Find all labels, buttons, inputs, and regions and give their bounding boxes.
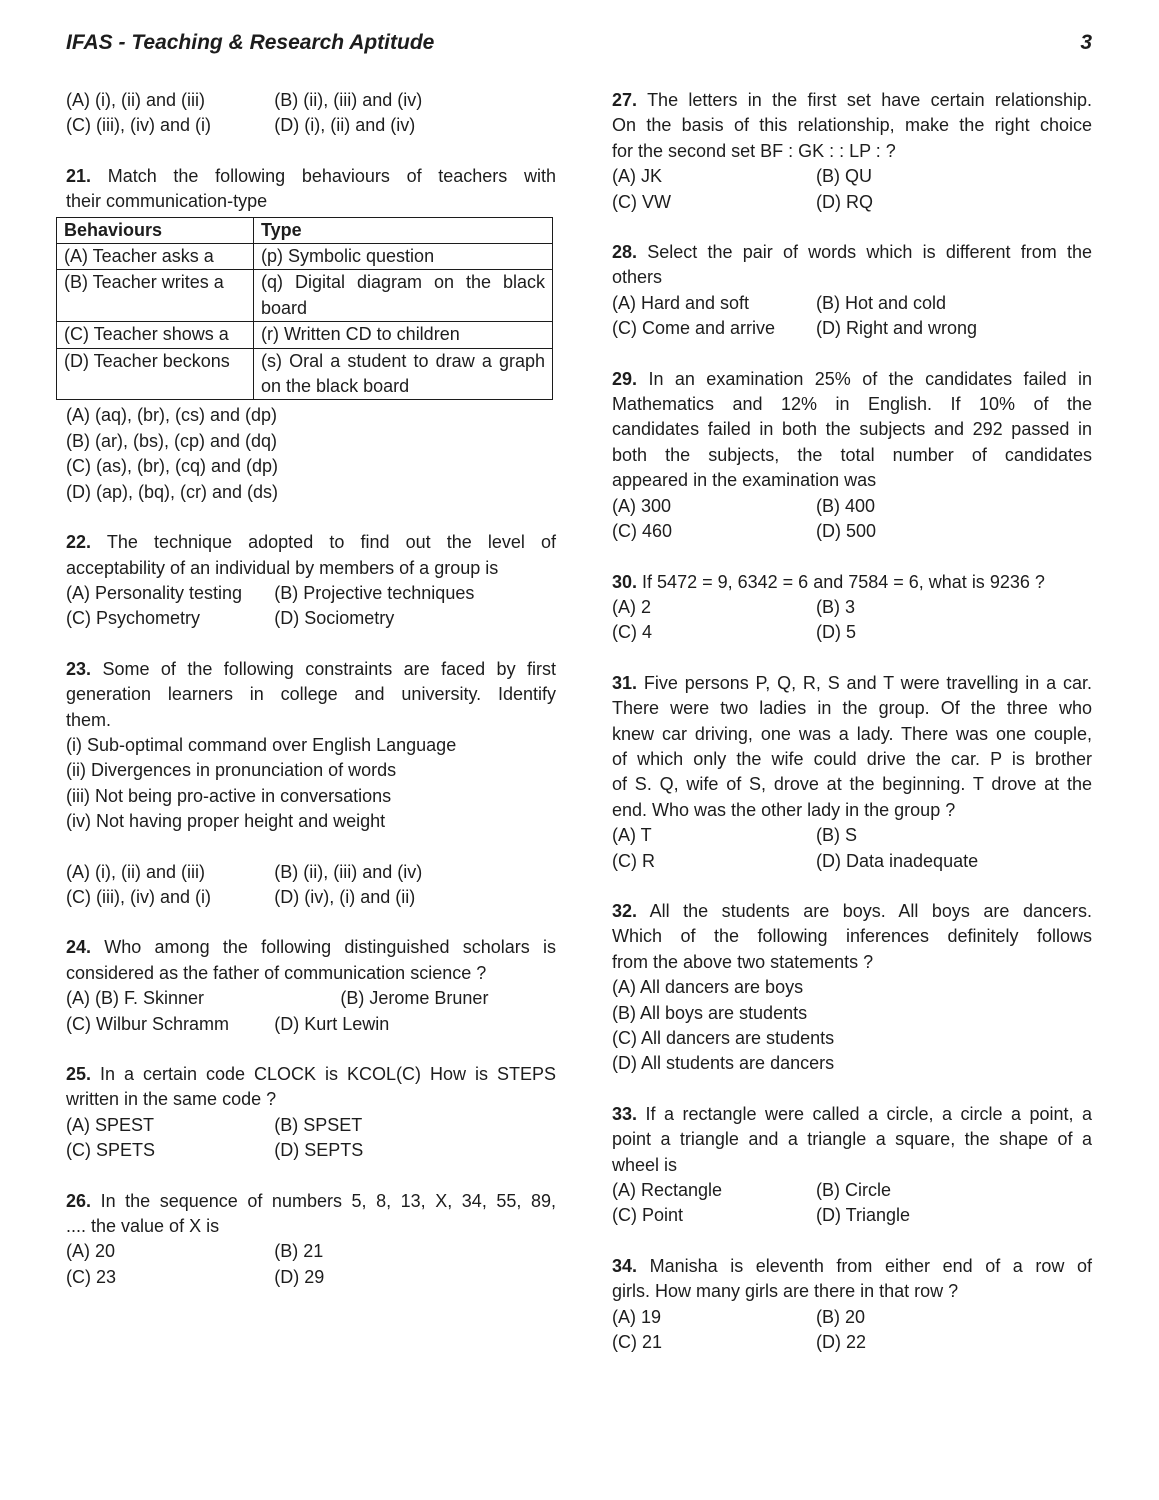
option-a: (A) (B) F. Skinner (66, 988, 205, 1009)
question-line (612, 367, 1092, 392)
option-a: (C) (iii), (iv) and (i) (66, 115, 211, 136)
question-number: 33. (612, 1103, 638, 1124)
question-line: Mathematics and 12% in English. If 10% of the (612, 394, 1092, 415)
option-a: (C) R (612, 850, 655, 871)
question-line: (i) Sub-optimal command over English Language (66, 734, 457, 755)
question-line: (iii) Not being pro-active in conversations (66, 785, 392, 806)
page-title: IFAS - Teaching & Research Aptitude (66, 31, 435, 54)
table-row (57, 348, 553, 400)
option-b: (B) Circle (816, 1180, 891, 1201)
table-header-cell: Type (254, 217, 553, 243)
option-a: (A) 19 (612, 1306, 662, 1327)
option-b: (B) S (816, 825, 858, 846)
option-row (612, 1305, 1092, 1330)
option-b: (D) 29 (274, 1266, 325, 1287)
option-row (66, 1012, 556, 1037)
option-row (66, 1113, 556, 1138)
table-cell: (D) Teacher beckons (57, 348, 254, 400)
question-line: of which only the wife could drive the car. P is brother (612, 748, 1092, 769)
option-a: (C) 460 (612, 521, 673, 542)
option-line: (D) All students are dancers (612, 1053, 835, 1074)
option-b: (D) (i), (ii) and (iv) (274, 115, 416, 136)
question-line-text: Manisha is eleventh from either end of a row of (649, 1255, 1092, 1276)
option-b: (D) 22 (816, 1332, 867, 1353)
question-number: 29. (612, 368, 638, 389)
option-b: (B) (ii), (iii) and (iv) (274, 861, 423, 882)
spacer (66, 835, 556, 860)
option-row (612, 849, 1092, 874)
option-a: (C) Wilbur Schramm (66, 1013, 230, 1034)
option-row (612, 164, 1092, 189)
option-row (612, 1330, 1092, 1355)
question-number: 30. (612, 571, 638, 592)
option-b: (D) SEPTS (274, 1140, 364, 1161)
table-cell: (r) Written CD to children (254, 322, 553, 348)
question-29 (612, 367, 1092, 545)
table-cell: (q) Digital diagram on the black board (254, 270, 553, 322)
right-column (612, 88, 1092, 1380)
question-21 (66, 164, 556, 505)
question-line: others (612, 267, 663, 288)
question-line-text: In an examination 25% of the candidates failed in (648, 368, 1092, 389)
table-cell: (s) Oral a student to draw a graph on the black board (254, 348, 553, 400)
question-line-text: Five persons P, Q, R, S and T were travelling in a car. (643, 672, 1092, 693)
question-line: end. Who was the other lady in the group ? (612, 799, 956, 820)
option-b: (B) 3 (816, 596, 856, 617)
question-line-text: If 5472 = 9, 6342 = 6 and 7584 = 6, what is 9236 ? (642, 571, 1045, 592)
question-number: 21. (66, 165, 92, 186)
question-27 (612, 88, 1092, 215)
question-line: written in the same code ? (66, 1089, 277, 1110)
option-a: (C) Psychometry (66, 608, 201, 629)
question-line-text: If a rectangle were called a circle, a circle a point, a (645, 1103, 1092, 1124)
question-line-text: Select the pair of words which is different from the (647, 242, 1092, 263)
question-line (66, 935, 556, 960)
option-row (612, 494, 1092, 519)
question-30 (612, 570, 1092, 646)
option-row (66, 88, 556, 113)
option-row (66, 113, 556, 138)
question-number: 25. (66, 1064, 92, 1084)
question-line: .... the value of X is (66, 1216, 220, 1237)
question-line-text: Who among the following distinguished scholars is (104, 937, 556, 958)
question-line-text: In a certain code CLOCK is KCOL(C) How is STEPS (100, 1064, 556, 1084)
question-line: generation learners in college and university. Identify (66, 684, 556, 705)
option-row (612, 316, 1092, 341)
option-b: (B) QU (816, 166, 872, 187)
match-table (56, 217, 553, 401)
option-row (66, 1265, 556, 1290)
option-row (612, 190, 1092, 215)
option-line: (A) (aq), (br), (cs) and (dp) (66, 405, 278, 426)
option-row (612, 291, 1092, 316)
question-line: girls. How many girls are there in that row ? (612, 1281, 959, 1302)
table-row (57, 244, 553, 270)
page-header (66, 30, 1092, 56)
question-line-text: The technique adopted to find out the level of (106, 532, 556, 553)
question-number: 28. (612, 242, 638, 263)
question-line: of S. Q, wife of S, drove at the beginning. T drove at the (612, 774, 1092, 795)
option-line: (B) All boys are students (612, 1002, 808, 1023)
question-number: 32. (612, 900, 638, 921)
option-b: (D) RQ (816, 191, 873, 212)
question-number: 26. (66, 1190, 92, 1211)
question-line (612, 570, 1092, 595)
option-b: (D) Sociometry (274, 608, 395, 629)
option-row (66, 1239, 556, 1264)
table-header-cell: Behaviours (57, 217, 254, 243)
question-number: 23. (66, 658, 92, 679)
option-row (66, 581, 556, 606)
question-line (66, 1189, 556, 1214)
option-a: (A) 2 (612, 596, 652, 617)
carryover-options (66, 88, 556, 139)
question-line: Which of the following inferences definitely follows (612, 926, 1092, 947)
option-b: (B) Hot and cold (816, 292, 947, 313)
option-row (612, 519, 1092, 544)
question-line: point a triangle and a triangle a square, the shape of a (612, 1129, 1092, 1150)
question-line: (iv) Not having proper height and weight (66, 811, 386, 832)
option-row (612, 595, 1092, 620)
left-column (66, 88, 556, 1380)
option-b: (B) (ii), (iii) and (iv) (274, 90, 423, 110)
question-number: 27. (612, 90, 638, 110)
option-b: (B) 20 (816, 1306, 866, 1327)
option-a: (C) SPETS (66, 1140, 156, 1161)
question-line: for the second set BF : GK : : LP : ? (612, 140, 896, 161)
question-34 (612, 1254, 1092, 1356)
option-a: (A) (i), (ii) and (iii) (66, 90, 205, 110)
question-line: knew car driving, one was a lady. There was one couple, (612, 723, 1092, 744)
option-line: (B) (ar), (bs), (cp) and (dq) (66, 430, 278, 451)
question-line: considered as the father of communication science ? (66, 962, 487, 983)
option-b: (D) (iv), (i) and (ii) (274, 886, 416, 907)
option-a: (A) JK (612, 166, 663, 187)
question-line (66, 530, 556, 555)
question-line-text: Match the following behaviours of teachers with (107, 165, 556, 186)
question-line: their communication-type (66, 191, 268, 212)
option-b: (D) Kurt Lewin (274, 1013, 390, 1034)
option-line: (C) (as), (br), (cq) and (dp) (66, 456, 279, 477)
option-b: (D) Right and wrong (816, 318, 978, 339)
option-row (612, 823, 1092, 848)
option-row (612, 1203, 1092, 1228)
question-31 (612, 671, 1092, 874)
option-b: (D) 5 (816, 622, 856, 643)
question-line (66, 657, 556, 682)
table-row (57, 322, 553, 348)
question-line: (ii) Divergences in pronunciation of words (66, 760, 397, 781)
question-26 (66, 1189, 556, 1291)
question-line: appeared in the examination was (612, 470, 877, 491)
option-row (66, 885, 556, 910)
question-number: 24. (66, 937, 92, 958)
question-line (66, 1062, 556, 1087)
option-a: (C) 4 (612, 622, 652, 643)
option-row (66, 606, 556, 631)
question-24 (66, 935, 556, 1037)
question-line (612, 899, 1092, 924)
question-line (612, 240, 1092, 265)
option-a: (A) SPEST (66, 1114, 155, 1135)
option-b: (B) Projective techniques (274, 582, 475, 603)
question-line: them. (66, 709, 112, 730)
columns (66, 88, 1159, 1380)
option-a: (C) (iii), (iv) and (i) (66, 886, 211, 907)
option-a: (C) 21 (612, 1332, 663, 1353)
option-line: (C) All dancers are students (612, 1028, 835, 1048)
question-33 (612, 1102, 1092, 1229)
option-a: (A) Hard and soft (612, 292, 750, 313)
question-22 (66, 530, 556, 632)
option-b: (D) 500 (816, 521, 877, 542)
option-a: (C) Come and arrive (612, 318, 776, 339)
option-row (66, 1138, 556, 1163)
table-cell: (p) Symbolic question (254, 244, 553, 270)
question-number: 34. (612, 1255, 638, 1276)
option-a: (A) Rectangle (612, 1180, 723, 1201)
page-number: 3 (1080, 31, 1092, 54)
question-line: On the basis of this relationship, make the right choice (612, 115, 1092, 136)
question-number: 22. (66, 532, 92, 553)
question-line: wheel is (612, 1154, 678, 1175)
table-header-row (57, 217, 553, 243)
table-row (57, 270, 553, 322)
question-line (612, 88, 1092, 113)
question-23 (66, 657, 556, 911)
question-line: candidates failed in both the subjects and 292 passed in (612, 419, 1092, 440)
question-line: from the above two statements ? (612, 951, 874, 972)
question-28 (612, 240, 1092, 342)
question-line (66, 164, 556, 189)
option-a: (A) Personality testing (66, 582, 243, 603)
table-cell: (C) Teacher shows a (57, 322, 254, 348)
question-32 (612, 899, 1092, 1077)
option-a: (C) 23 (66, 1266, 117, 1287)
question-line: both the subjects, the total number of candidates (612, 444, 1092, 465)
question-line (612, 1254, 1092, 1279)
option-row (66, 860, 556, 885)
option-row (66, 986, 556, 1011)
option-a: (A) 300 (612, 495, 672, 516)
option-a: (C) VW (612, 191, 671, 212)
option-line: (D) (ap), (bq), (cr) and (ds) (66, 481, 279, 502)
question-line-text: In the sequence of numbers 5, 8, 13, X, 34, 55, 89, (100, 1190, 556, 1211)
question-line-text: Some of the following constraints are faced by first (102, 658, 556, 679)
option-b: (B) Jerome Bruner (340, 988, 489, 1009)
option-b: (B) 400 (816, 495, 876, 516)
table-cell: (A) Teacher asks a (57, 244, 254, 270)
option-a: (C) Point (612, 1205, 684, 1226)
question-line-text: All the students are boys. All boys are dancers. (649, 900, 1093, 921)
option-b: (B) 21 (274, 1241, 324, 1262)
option-row (612, 1178, 1092, 1203)
option-a: (A) (i), (ii) and (iii) (66, 861, 205, 882)
option-line: (A) All dancers are boys (612, 977, 804, 998)
question-line: acceptability of an individual by members of a group is (66, 557, 499, 578)
option-row (612, 620, 1092, 645)
question-line (612, 671, 1092, 696)
table-cell: (B) Teacher writes a (57, 270, 254, 322)
option-b: (D) Data inadequate (816, 850, 979, 871)
question-line: There were two ladies in the group. Of the three who (612, 698, 1092, 719)
option-a: (A) 20 (66, 1241, 116, 1262)
question-line (612, 1102, 1092, 1127)
option-b: (B) SPSET (274, 1114, 363, 1135)
question-number: 31. (612, 672, 638, 693)
question-line-text: The letters in the first set have certain relationship. (647, 90, 1092, 110)
option-b: (D) Triangle (816, 1205, 911, 1226)
option-a: (A) T (612, 825, 652, 846)
question-25 (66, 1062, 556, 1164)
